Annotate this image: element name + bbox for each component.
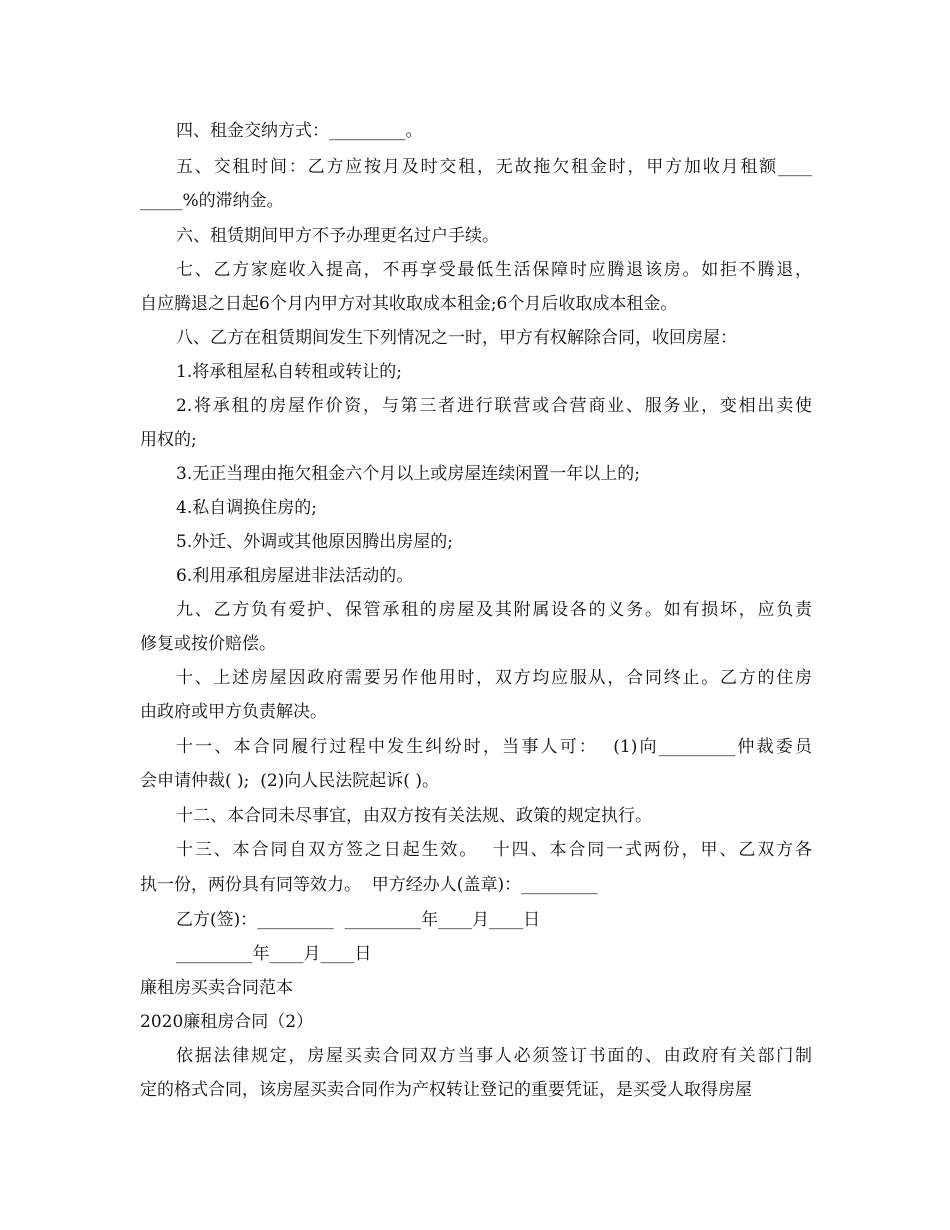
clause-7-income-line-1: 七、乙方家庭收入提高，不再享受最低生活保障时应腾退该房。如拒不腾退，: [176, 260, 812, 280]
party-b-signature-line: 乙方(签)：_________ _________年____月____日: [176, 910, 541, 930]
clause-12-other-matters: 十二、本合同未尽事宜，由双方按有关法规、政策的规定执行。: [176, 806, 652, 826]
section-heading-sample: 廉租房买卖合同范本: [140, 978, 293, 998]
body-paragraph-line-2: 定的格式合同，该房屋买卖合同作为产权转让登记的重要凭证，是买受人取得房屋: [140, 1080, 752, 1100]
clause-13-14-effect-line-2: 执一份，两份具有同等效力。 甲方经办人(盖章)：_________: [140, 875, 598, 895]
clause-8-item-6: 6.利用承租房屋进非法活动的。: [176, 566, 414, 586]
clause-8-item-5: 5.外迁、外调或其他原因腾出房屋的;: [176, 532, 453, 552]
clause-5-rent-time-line-1: 五、交租时间：乙方应按月及时交租，无故拖欠租金时，甲方加收月租额____: [176, 157, 812, 177]
clause-10-government-line-1: 十、上述房屋因政府需要另作他用时，双方均应服从，合同终止。乙方的住房: [176, 668, 812, 688]
clause-5-rent-time-line-2: _____%的滞纳金。: [140, 191, 284, 211]
clause-11-dispute-line-1: 十一、本合同履行过程中发生纠纷时，当事人可： (1)向_________仲裁委员: [176, 737, 812, 757]
clause-10-government-line-2: 由政府或甲方负责解决。: [140, 702, 327, 722]
clause-11-dispute-line-2: 会申请仲裁( ); (2)向人民法院起诉( )。: [140, 771, 439, 791]
clause-8-item-3: 3.无正当理由拖欠租金六个月以上或房屋连续闲置一年以上的;: [176, 464, 640, 484]
date-line: _________年____月____日: [176, 944, 372, 964]
clause-8-termination: 八、乙方在租赁期间发生下列情况之一时，甲方有权解除合同，收回房屋：: [176, 328, 737, 348]
clause-7-income-line-2: 自应腾退之日起6个月内甲方对其收取成本租金;6个月后收取成本租金。: [140, 294, 678, 314]
clause-13-14-effect-line-1: 十三、本合同自双方签之日起生效。 十四、本合同一式两份，甲、乙双方各: [176, 840, 812, 860]
clause-8-item-4: 4.私自调换住房的;: [176, 498, 317, 518]
clause-8-item-2-line-2: 用权的;: [140, 430, 197, 450]
body-paragraph-line-1: 依据法律规定，房屋买卖合同双方当事人必须签订书面的、由政府有关部门制: [176, 1046, 812, 1066]
clause-9-maintenance-line-2: 修复或按价赔偿。: [140, 634, 276, 654]
clause-4-rent-payment: 四、租金交纳方式：_________。: [176, 121, 423, 141]
clause-8-item-1: 1.将承租屋私自转租或转让的;: [176, 362, 402, 382]
clause-8-item-2-line-1: 2.将承租的房屋作价资，与第三者进行联营或合营商业、服务业，变相出卖使: [176, 396, 812, 416]
section-heading-contract-2: 2020廉租房合同（2）: [140, 1012, 314, 1032]
clause-6-no-transfer: 六、租赁期间甲方不予办理更名过户手续。: [176, 226, 499, 246]
clause-9-maintenance-line-1: 九、乙方负有爱护、保管承租的房屋及其附属设各的义务。如有损坏，应负责: [176, 600, 812, 620]
